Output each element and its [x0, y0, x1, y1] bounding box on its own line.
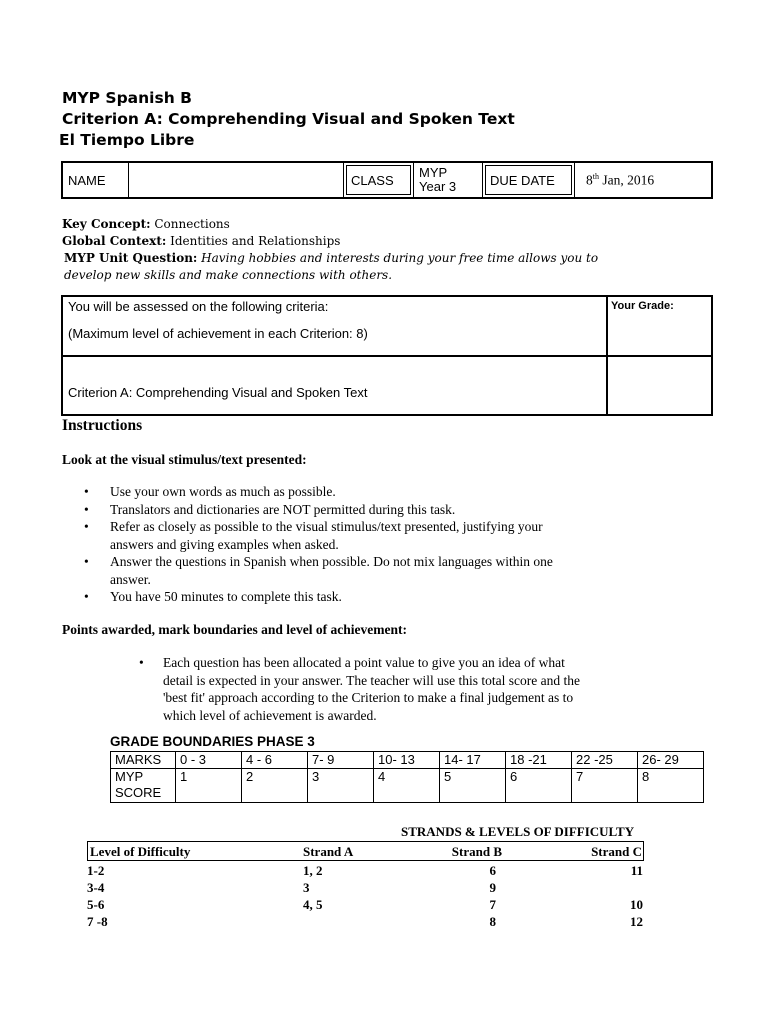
marks-cell: 26- 29	[638, 752, 704, 769]
name-label: NAME	[68, 172, 106, 188]
instruction-text: answer.	[110, 571, 151, 587]
criteria-max-level: (Maximum level of achievement in each Criterion: 8)	[68, 326, 368, 341]
myp-label: MYP	[419, 165, 448, 180]
strands-cell: 6	[489, 863, 496, 878]
global-context: Global Context: Identities and Relationships	[62, 234, 341, 248]
strands-header-cell: Level of Difficulty	[90, 844, 191, 859]
score-cell: 5	[440, 769, 506, 803]
doc-title-line3: El Tiempo Libre	[59, 131, 195, 149]
marks-cell: 4 - 6	[242, 752, 308, 769]
doc-title-line1: MYP Spanish B	[62, 89, 192, 107]
year-label: Year 3	[419, 179, 457, 194]
instruction-item	[84, 501, 455, 519]
bullet-dot: •	[84, 589, 89, 604]
strands-cell: 3-4	[87, 880, 105, 895]
strands-cell: 5-6	[87, 897, 105, 912]
points-text-line: 'best fit' approach according to the Criterion to make a final judgement as to	[163, 690, 574, 705]
instruction-item	[84, 553, 553, 588]
class-label: CLASS	[351, 172, 394, 188]
unit-question-cont: develop new skills and make connections with others.	[64, 268, 393, 282]
key-concept: Key Concept: Connections	[62, 217, 230, 231]
criteria-intro: You will be assessed on the following criteria:	[68, 299, 329, 314]
bullet-dot: •	[84, 519, 89, 534]
strands-header-cell: Strand B	[451, 844, 502, 859]
criterion-a-label: Criterion A: Comprehending Visual and Spoken Text	[68, 385, 368, 400]
instruction-text: answers and giving examples when asked.	[110, 536, 339, 552]
strands-cell: 4, 5	[303, 897, 323, 912]
points-heading: Points awarded, mark boundaries and level of achievement:	[62, 622, 407, 637]
doc-title-line2: Criterion A: Comprehending Visual and Spoken Text	[62, 110, 515, 128]
strands-cell: 7	[489, 897, 496, 912]
points-text-line: Each question has been allocated a point value to give you an idea of what	[163, 655, 565, 670]
instruction-text: Translators and dictionaries are NOT permitted during this task.	[110, 502, 456, 517]
marks-cell: 18 -21	[506, 752, 572, 769]
bullet-dot: •	[84, 484, 89, 499]
marks-cell: 10- 13	[374, 752, 440, 769]
marks-label: MARKS	[111, 752, 176, 769]
due-date-label-cell	[483, 163, 575, 197]
scores-row	[111, 769, 704, 803]
marks-row	[111, 752, 704, 769]
score-cell: 3	[308, 769, 374, 803]
criteria-table	[61, 295, 713, 416]
instruction-item	[84, 518, 543, 553]
unit-question: MYP Unit Question: Having hobbies and interests during your free time allows you to	[64, 251, 599, 265]
student-info-table	[61, 161, 713, 199]
name-label-cell	[63, 163, 129, 197]
name-value-cell[interactable]	[129, 163, 344, 197]
strands-cell: 10	[630, 897, 643, 912]
strands-header-cell: Strand A	[303, 844, 354, 859]
score-cell: 1	[176, 769, 242, 803]
score-cell: 6	[506, 769, 572, 803]
bullet-dot: •	[84, 502, 89, 517]
instruction-text: Refer as closely as possible to the visual stimulus/text presented, justifying your	[110, 519, 543, 534]
strands-cell: 7 -8	[87, 914, 108, 929]
score-cell: 2	[242, 769, 308, 803]
score-cell: 8	[638, 769, 704, 803]
due-date-value-cell	[575, 163, 711, 197]
points-bullet-dot: •	[139, 655, 144, 670]
bullet-dot: •	[84, 554, 89, 569]
instructions-intro: Look at the visual stimulus/text presented:	[62, 452, 307, 467]
strands-cell: 8	[489, 914, 496, 929]
myp-year-cell	[414, 163, 483, 197]
strands-cell: 1-2	[87, 863, 105, 878]
score-cell: 7	[572, 769, 638, 803]
instruction-text: Use your own words as much as possible.	[110, 484, 336, 499]
due-date-label: DUE DATE	[490, 172, 555, 188]
instruction-item	[84, 483, 336, 501]
instructions-heading: Instructions	[62, 417, 143, 434]
strands-title: STRANDS & LEVELS OF DIFFICULTY	[401, 824, 635, 839]
marks-cell: 0 - 3	[176, 752, 242, 769]
instruction-item	[84, 588, 342, 606]
due-date-value: 8th Jan, 2016	[586, 171, 655, 188]
points-text-line: which level of achievement is awarded.	[163, 707, 377, 723]
score-cell: 4	[374, 769, 440, 803]
strands-header-cell: Strand C	[591, 844, 642, 859]
grade-boundaries-title: GRADE BOUNDARIES PHASE 3	[110, 734, 315, 749]
grade-boundaries-table	[110, 751, 704, 803]
strands-cell: 9	[489, 880, 496, 895]
points-text-line: detail is expected in your answer. The teacher will use this total score and the	[163, 672, 580, 688]
strands-cell: 12	[630, 914, 643, 929]
strands-cell: 1, 2	[303, 863, 323, 878]
instruction-text: Answer the questions in Spanish when possible. Do not mix languages within one	[110, 554, 553, 569]
class-label-cell	[344, 163, 414, 197]
strands-cell: 11	[630, 863, 643, 878]
your-grade-label: Your Grade:	[611, 300, 674, 312]
myp-score-label: MYP SCORE	[111, 769, 176, 803]
points-bullet-text	[163, 654, 580, 724]
marks-cell: 22 -25	[572, 752, 638, 769]
instruction-text: You have 50 minutes to complete this task.	[110, 589, 342, 604]
marks-cell: 7- 9	[308, 752, 374, 769]
strands-cell: 3	[303, 880, 310, 895]
marks-cell: 14- 17	[440, 752, 506, 769]
